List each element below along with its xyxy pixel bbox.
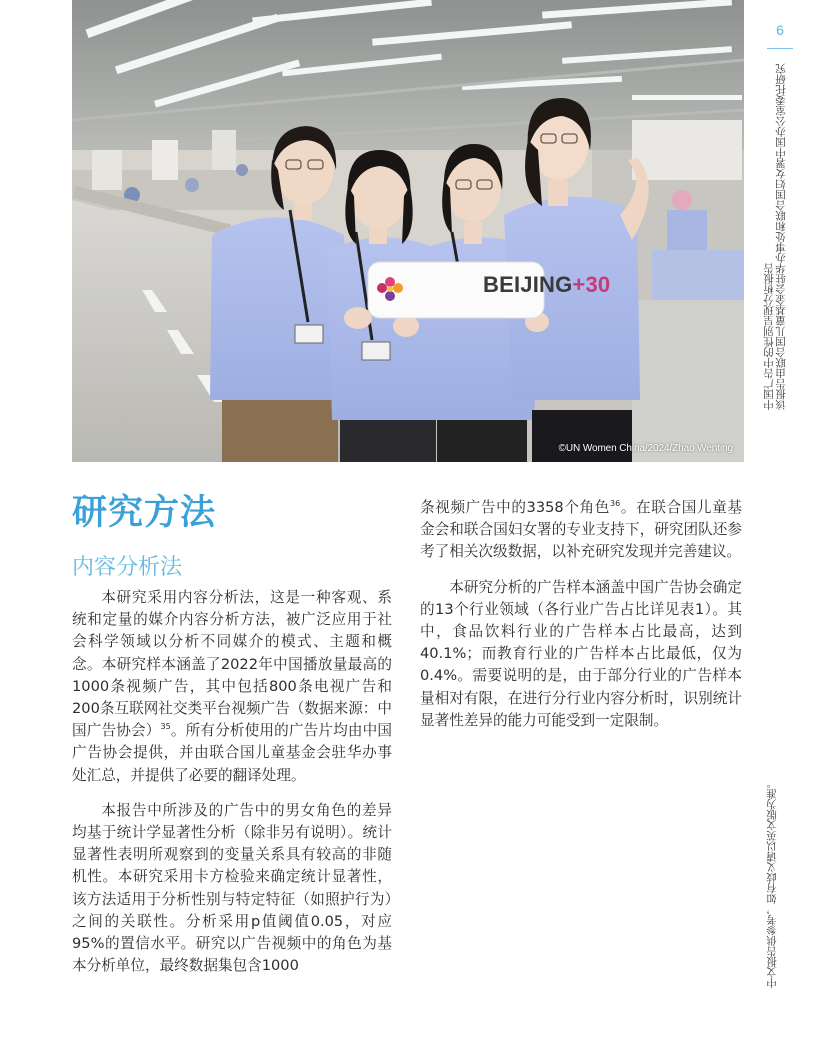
- footnote-ref[interactable]: 36: [610, 499, 621, 509]
- report-title-line-2: 该报告由联合国儿童基金会驻华办事处和联合国妇女署中国办公室委托研究: [775, 63, 787, 410]
- page-number: 6: [776, 22, 784, 38]
- sign-text-plus: +30: [572, 272, 611, 297]
- language-disclaimer: 中文报告供参考，如有歧义请以英文版为准。: [766, 778, 778, 988]
- report-title-line-1: 中国广告中的性别呈现分析报告: [763, 263, 775, 410]
- page-number-rule: [767, 48, 793, 49]
- paragraph-method-overview: [72, 587, 392, 787]
- sign-text: [483, 274, 610, 296]
- paragraph-text: 条视频广告中的3358个角色: [420, 499, 610, 516]
- section-subtitle: 内容分析法: [72, 555, 183, 580]
- report-running-title: [763, 56, 787, 410]
- footnote-ref[interactable]: 35: [160, 722, 171, 732]
- section-title: 研究方法: [72, 493, 217, 533]
- paragraph-text: 。在联合国儿童基金会和联合国妇女署的专业支持下，研究团队还参考了相关次级数据，以补充研究发现并完善建议。: [420, 499, 742, 561]
- paragraph-statistics: 本报告中所涉及的广告中的男女角色的差异均基于统计学显著性分析（除非另有说明）。统计显著性表明所观察到的变量关系具有较高的非随机性。本研究采用卡方检验来确定统计显著性，该方法适用于分析性别与特定特征（如照护行为）之间的关联性。分析采用p值阈值0.05，对应95%的置信水平。研究以广告视频中的角色为基本分析单位，最终数据集包含1000: [72, 801, 392, 975]
- paragraph-text: 。所有分析使用的广告片均由中国广告协会提供，并由联合国儿童基金会驻华办事处汇总，并提供了必要的翻译处理。: [72, 722, 392, 784]
- paragraph-text: 本研究采用内容分析法，这是一种客观、系统和定量的媒介内容分析方法，被广泛应用于社会科学领域以分析不同媒介的模式、主题和概念。本研究样本涵盖了2022年中国播放量最高的1000条视频广告，其中包括800条电视广告和200条互联网社交类平台视频广告（数据来源：中国广告协会）: [72, 589, 392, 740]
- paragraph-industries: 本研究分析的广告样本涵盖中国广告协会确定的13个行业领域（各行业广告占比详见表1）。其中，食品饮料行业的广告样本占比最高，达到40.1%；而教育行业的广告样本占比最低，仅为0.4%。需要说明的是，由于部分行业的广告样本量相对有限，在进行分行业内容分析时，识别统计显著性差异的能力可能受到一定限制。: [420, 578, 742, 729]
- left-column: [72, 587, 392, 977]
- sign-text-main: BEIJING: [483, 272, 573, 297]
- factory-photo: [72, 0, 744, 462]
- right-column: [420, 497, 742, 732]
- paragraph-dataset: [420, 497, 742, 564]
- photo-illustration: [72, 0, 744, 462]
- photo-credit: ©UN Women China/2024/Zhao Wenting: [558, 443, 733, 454]
